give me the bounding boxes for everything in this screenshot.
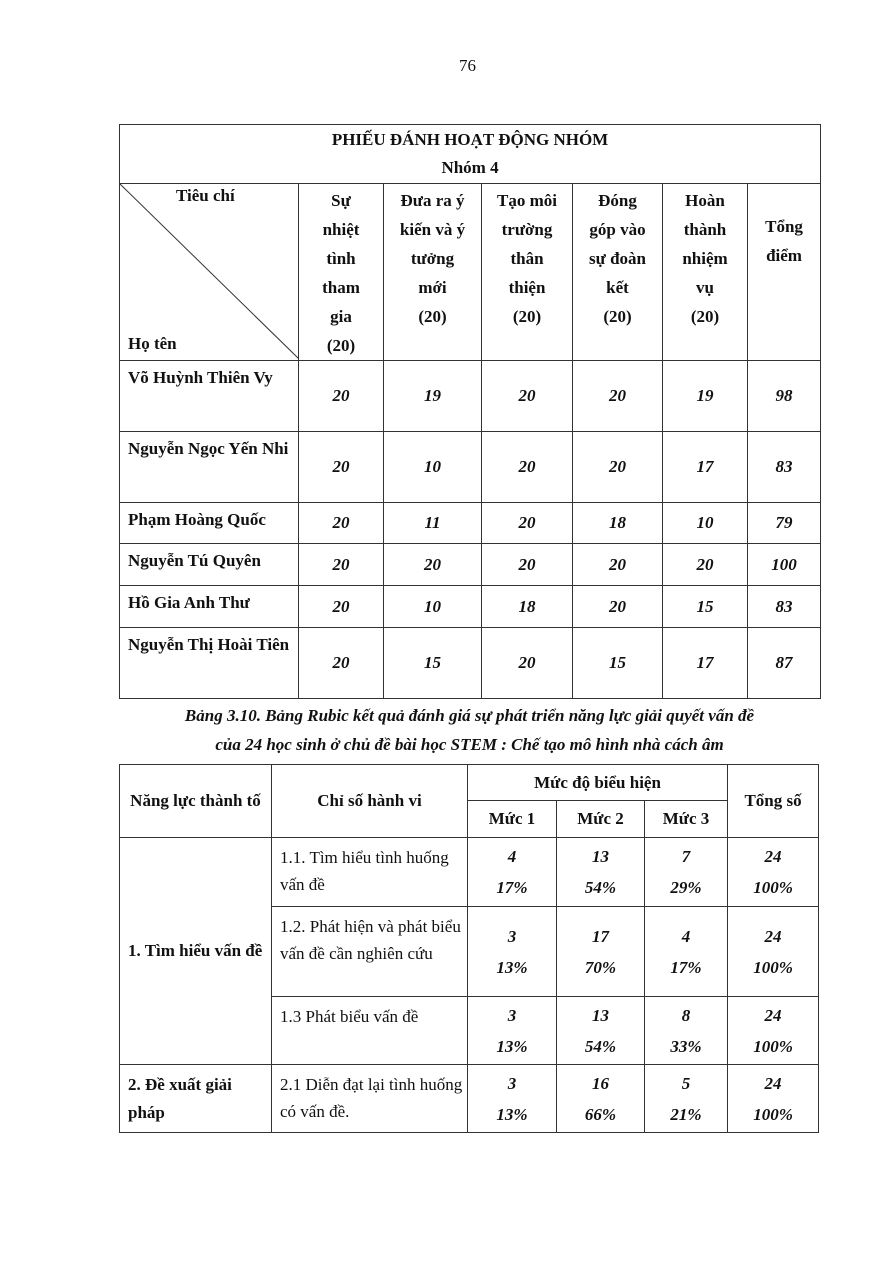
criterion-header-line: tình — [326, 249, 356, 268]
percent-value: 100% — [753, 1104, 793, 1124]
student-score: 15 — [384, 628, 482, 699]
student-row — [120, 503, 821, 544]
criterion-header-line: Hoàn — [685, 191, 725, 210]
student-total: 83 — [748, 432, 821, 503]
header-level-1: Mức 1 — [468, 801, 557, 838]
header-level-2: Mức 2 — [557, 801, 645, 838]
criterion-header-line: gia — [330, 307, 352, 326]
student-row — [120, 586, 821, 628]
student-score: 18 — [482, 586, 573, 628]
count-value: 13 — [592, 847, 609, 866]
level-cell — [557, 907, 645, 997]
student-total: 79 — [748, 503, 821, 544]
student-score: 20 — [299, 361, 384, 432]
criterion-header-line: thành — [683, 220, 727, 239]
student-score: 20 — [482, 503, 573, 544]
criterion-header-line: Sự — [331, 191, 351, 210]
table-title: PHIẾU ĐÁNH HOẠT ĐỘNG NHÓM — [331, 130, 609, 149]
student-score: 20 — [384, 544, 482, 586]
count-value: 3 — [507, 926, 517, 946]
student-row — [120, 432, 821, 503]
student-score: 10 — [384, 432, 482, 503]
level-cell — [557, 1065, 645, 1133]
criterion-points: (20) — [326, 336, 356, 355]
criterion-header-line: vụ — [696, 278, 714, 297]
student-score: 19 — [663, 361, 748, 432]
criterion-header — [663, 184, 748, 361]
header-diagonal-cell — [120, 184, 299, 361]
count-value: 24 — [764, 1005, 782, 1025]
level-cell — [468, 1065, 557, 1133]
total-score-header-line: Tổng — [765, 217, 803, 236]
student-score: 20 — [299, 586, 384, 628]
competency-cell: 1. Tìm hiểu vấn đề — [120, 838, 272, 1065]
percent-value: 100% — [753, 1036, 793, 1056]
count-value: 17 — [592, 926, 609, 946]
percent-value: 13% — [496, 1104, 528, 1124]
student-score: 20 — [299, 628, 384, 699]
count-value: 5 — [681, 1073, 691, 1093]
student-score: 11 — [384, 503, 482, 544]
student-score: 17 — [663, 432, 748, 503]
criterion-header-line: Tạo môi — [497, 191, 557, 210]
student-score: 20 — [482, 628, 573, 699]
percent-value: 17% — [496, 878, 528, 897]
criterion-header-line: kiến và ý — [399, 220, 466, 239]
criteria-label: Tiêu chí — [176, 186, 235, 205]
percent-value: 54% — [584, 878, 617, 897]
percent-value: 70% — [584, 957, 617, 977]
level-cell — [645, 907, 728, 997]
student-score: 20 — [573, 432, 663, 503]
page-number: 76 — [459, 56, 476, 75]
criterion-points: (20) — [690, 307, 720, 326]
criterion-header-line: Đóng — [598, 191, 637, 210]
total-cell — [728, 997, 819, 1065]
student-score: 18 — [573, 503, 663, 544]
total-score-header-line: điểm — [766, 246, 802, 265]
student-name: Hồ Gia Anh Thư — [120, 586, 299, 628]
student-score: 20 — [299, 544, 384, 586]
percent-value: 17% — [670, 957, 702, 977]
student-score: 20 — [299, 503, 384, 544]
student-score: 10 — [384, 586, 482, 628]
count-value: 4 — [507, 847, 517, 866]
student-score: 20 — [482, 544, 573, 586]
percent-value: 21% — [670, 1104, 702, 1124]
criterion-points: (20) — [418, 307, 447, 326]
percent-value: 13% — [496, 1036, 528, 1056]
total-cell — [728, 907, 819, 997]
criterion-header-line: thân — [510, 249, 544, 268]
level-cell — [468, 907, 557, 997]
student-name: Nguyễn Ngọc Yến Nhi — [120, 432, 299, 503]
criterion-header-line: nhiệm — [682, 249, 728, 268]
level-cell — [645, 1065, 728, 1133]
criterion-header — [384, 184, 482, 361]
count-value: 24 — [764, 847, 782, 866]
student-score: 17 — [663, 628, 748, 699]
student-score: 20 — [573, 544, 663, 586]
student-row — [120, 361, 821, 432]
criterion-header-line: trường — [501, 220, 553, 239]
level-cell — [468, 997, 557, 1065]
percent-value: 66% — [584, 1104, 617, 1124]
level-cell — [557, 997, 645, 1065]
indicator-cell: 1.2. Phát hiện và phát biểu vấn đề cần nghiên cứu — [272, 907, 468, 997]
criterion-header — [482, 184, 573, 361]
criterion-header-line: thiện — [508, 278, 546, 297]
criterion-header-line: tham — [322, 278, 360, 297]
criterion-header-line: góp vào — [589, 220, 646, 239]
student-row — [120, 628, 821, 699]
header-level-3: Mức 3 — [645, 801, 728, 838]
count-value: 24 — [764, 926, 782, 946]
student-name: Nguyễn Tú Quyên — [120, 544, 299, 586]
group-name: Nhóm 4 — [441, 158, 499, 177]
percent-value: 54% — [584, 1036, 617, 1056]
criterion-header-line: kết — [606, 278, 629, 297]
student-name: Võ Huỳnh Thiên Vy — [120, 361, 299, 432]
student-score: 20 — [299, 432, 384, 503]
student-total: 100 — [748, 544, 821, 586]
percent-value: 100% — [753, 957, 793, 977]
student-name: Nguyễn Thị Hoài Tiên — [120, 628, 299, 699]
count-value: 4 — [681, 926, 691, 946]
student-score: 15 — [663, 586, 748, 628]
criterion-header — [299, 184, 384, 361]
table-caption-line-1: Bảng 3.10. Bảng Rubic kết quả đánh giá sự phát triển năng lực giải quyết vấn đề — [184, 706, 755, 725]
student-name: Phạm Hoàng Quốc — [120, 503, 299, 544]
student-score: 20 — [482, 432, 573, 503]
student-total: 87 — [748, 628, 821, 699]
indicator-cell: 2.1 Diễn đạt lại tình huống có vấn đề. — [272, 1065, 468, 1133]
rubric-table — [119, 764, 819, 1133]
criterion-header-line: tưởng — [410, 249, 455, 268]
criterion-header — [573, 184, 663, 361]
student-row — [120, 544, 821, 586]
criterion-points: (20) — [512, 307, 542, 326]
rubric-row — [120, 1065, 819, 1133]
header-indicator: Chỉ số hành vi — [272, 765, 468, 838]
count-value: 7 — [681, 847, 691, 866]
total-score-header — [748, 184, 821, 361]
criterion-header-line: nhiệt — [322, 220, 360, 239]
group-evaluation-table — [119, 124, 821, 699]
rubric-row — [120, 838, 819, 907]
percent-value: 100% — [753, 878, 793, 897]
criterion-points: (20) — [603, 307, 632, 326]
total-cell — [728, 838, 819, 907]
percent-value: 29% — [670, 878, 702, 897]
table-title-cell — [120, 125, 821, 184]
count-value: 3 — [507, 1073, 517, 1093]
student-score: 19 — [384, 361, 482, 432]
level-cell — [468, 838, 557, 907]
table-caption-line-2: của 24 học sinh ở chủ đề bài học STEM : Chế tạo mô hình nhà cách âm — [215, 735, 724, 754]
criterion-header-line: sự đoàn — [589, 249, 646, 268]
count-value: 8 — [681, 1005, 691, 1025]
count-value: 16 — [592, 1073, 609, 1093]
diagonal-line — [120, 184, 299, 359]
percent-value: 33% — [670, 1036, 702, 1056]
student-total: 98 — [748, 361, 821, 432]
name-label: Họ tên — [128, 334, 177, 353]
header-competency: Năng lực thành tố — [120, 765, 272, 838]
criterion-header-line: Đưa ra ý — [400, 191, 465, 210]
level-cell — [645, 838, 728, 907]
student-score: 20 — [573, 586, 663, 628]
percent-value: 13% — [496, 957, 528, 977]
indicator-cell: 1.3 Phát biểu vấn đề — [272, 997, 468, 1065]
student-score: 10 — [663, 503, 748, 544]
student-total: 83 — [748, 586, 821, 628]
student-score: 20 — [663, 544, 748, 586]
level-cell — [645, 997, 728, 1065]
header-levels-group: Mức độ biểu hiện — [468, 765, 728, 801]
total-cell — [728, 1065, 819, 1133]
count-value: 3 — [507, 1005, 517, 1025]
level-cell — [557, 838, 645, 907]
student-score: 15 — [573, 628, 663, 699]
indicator-cell: 1.1. Tìm hiểu tình huống vấn đề — [272, 838, 468, 907]
criterion-header-line: mới — [418, 278, 447, 297]
student-score: 20 — [482, 361, 573, 432]
count-value: 13 — [592, 1005, 609, 1025]
count-value: 24 — [764, 1073, 782, 1093]
competency-cell: 2. Đề xuất giải pháp — [120, 1065, 272, 1133]
header-total: Tổng số — [728, 765, 819, 838]
student-score: 20 — [573, 361, 663, 432]
